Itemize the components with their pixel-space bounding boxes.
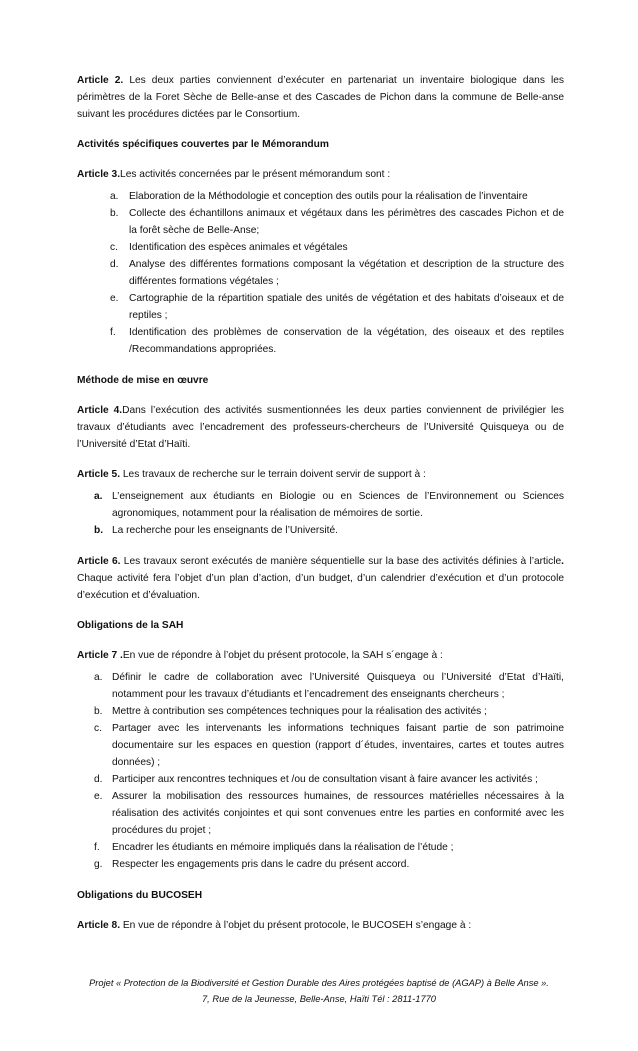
- article-4-label: Article 4.: [77, 405, 123, 416]
- list-item: b. Collecte des échantillons animaux et végétaux dans les périmètres des cascades Pichon et de la forêt sèche de Belle-Anse;: [110, 208, 564, 236]
- list-item: a. Elaboration de la Méthodologie et conception des outils pour la réalisation de l’inventaire: [110, 191, 528, 202]
- article-5-label: Article 5.: [77, 469, 121, 480]
- list-item: c. Partager avec les intervenants les informations techniques faisant partie de son patrimoine documentaire sur les espaces en question (rapport d´études, inventaires, cartes et toutes autres données) ;: [94, 723, 564, 768]
- article-4-text: Dans l’exécution des activités susmentionnées les deux parties conviennent de privilégier les travaux d’étudiants avec l’encadrement des professeurs-chercheurs de l’Université Quisqueya ou de l’Université d’Etat d’Haïti.: [77, 405, 564, 450]
- list-item: c. Identification des espèces animales et végétales: [110, 242, 348, 253]
- article-3: [77, 166, 564, 183]
- article-2-label: Article 2.: [77, 75, 124, 86]
- list-item: e. Assurer la mobilisation des ressources humaines, de ressources matérielles nécessaires à la réalisation des activités conjointes et qui sont convenues entre les parties en conformité avec les procédures du projet ;: [94, 791, 564, 836]
- article-6: Article 6. Les travaux seront exécutés de manière séquentielle sur la base des activités définies à l’article. Chaque activité fera l’objet d’un plan d’action, d’un budget, d’un calendrier d’exécution et d’un protocole d’exécution et d’évaluation.: [77, 556, 564, 601]
- section-heading-method: Méthode de mise en œuvre: [77, 375, 209, 386]
- article-7-text: En vue de répondre à l’objet du présent protocole, la SAH s´engage à :: [122, 650, 443, 661]
- article-2: [77, 72, 564, 123]
- list-item: f. Identification des problèmes de conservation de la végétation, des oiseaux et des reptiles /Recommandations appropriées.: [110, 327, 564, 355]
- list-item: d. Analyse des différentes formations composant la végétation et description de la structure des différentes formations végétales ;: [110, 259, 564, 287]
- article-5-text: Les travaux de recherche sur le terrain doivent servir de support à :: [120, 469, 426, 480]
- page-footer: [60, 975, 578, 1007]
- footer-project-line: Projet « Protection de la Biodiversité et Gestion Durable des Aires protégées baptisé de (AGAP) à Belle Anse ».: [89, 978, 549, 988]
- section-heading-bucoseh: Obligations du BUCOSEH: [77, 890, 203, 901]
- section-heading-activities: Activités spécifiques couvertes par le Mémorandum: [77, 139, 329, 150]
- article-8: [77, 917, 564, 934]
- article-3-list: [77, 188, 564, 358]
- article-7-label: Article 7 .: [77, 650, 123, 661]
- article-5: [77, 466, 564, 483]
- article-7-list: [77, 669, 564, 873]
- list-item: e. Cartographie de la répartition spatiale des unités de végétation et des habitats d’oiseaux et de reptiles ;: [110, 293, 564, 321]
- list-item: a. L’enseignement aux étudiants en Biologie ou en Sciences de l’Environnement ou Sciences agronomiques, notamment pour la réalisation de mémoires de sortie.: [94, 491, 564, 519]
- article-2-text: Les deux parties conviennent d’exécuter en partenariat un inventaire biologique dans les périmètres de la Foret Sèche de Belle-anse et des Cascades de Pichon dans la commune de Belle-anse suivant les procédures dictées par le Consortium.: [77, 75, 564, 120]
- list-item: b. Mettre à contribution ses compétences techniques pour la réalisation des activités ;: [94, 706, 487, 717]
- article-8-label: Article 8.: [77, 920, 121, 931]
- article-7: [77, 647, 564, 664]
- list-item: a. Définir le cadre de collaboration avec l’Université Quisqueya ou l’Université d’Etat d’Haïti, notamment pour les travaux d’étudiants et l’encadrement des enseignants chercheurs ;: [94, 672, 564, 700]
- article-4: [77, 402, 564, 453]
- list-item: g. Respecter les engagements pris dans le cadre du présent accord.: [94, 859, 410, 870]
- list-item: b. La recherche pour les enseignants de l’Université.: [94, 525, 338, 536]
- article-3-text: Les activités concernées par le présent mémorandum sont :: [120, 169, 391, 180]
- document-body: [77, 72, 564, 947]
- list-item: f. Encadrer les étudiants en mémoire impliqués dans la réalisation de l’étude ;: [94, 842, 454, 853]
- footer-address-line: 7, Rue de la Jeunesse, Belle-Anse, Haïti Tél : 2811-1770: [202, 994, 436, 1004]
- article-5-list: [77, 488, 564, 539]
- article-6-label: Article 6.: [77, 556, 121, 567]
- article-3-label: Article 3.: [77, 169, 121, 180]
- article-8-text: En vue de répondre à l’objet du présent protocole, le BUCOSEH s’engage à :: [120, 920, 472, 931]
- list-item: d. Participer aux rencontres techniques et /ou de consultation visant à faire avancer les activités ;: [94, 774, 538, 785]
- section-heading-sah: Obligations de la SAH: [77, 620, 184, 631]
